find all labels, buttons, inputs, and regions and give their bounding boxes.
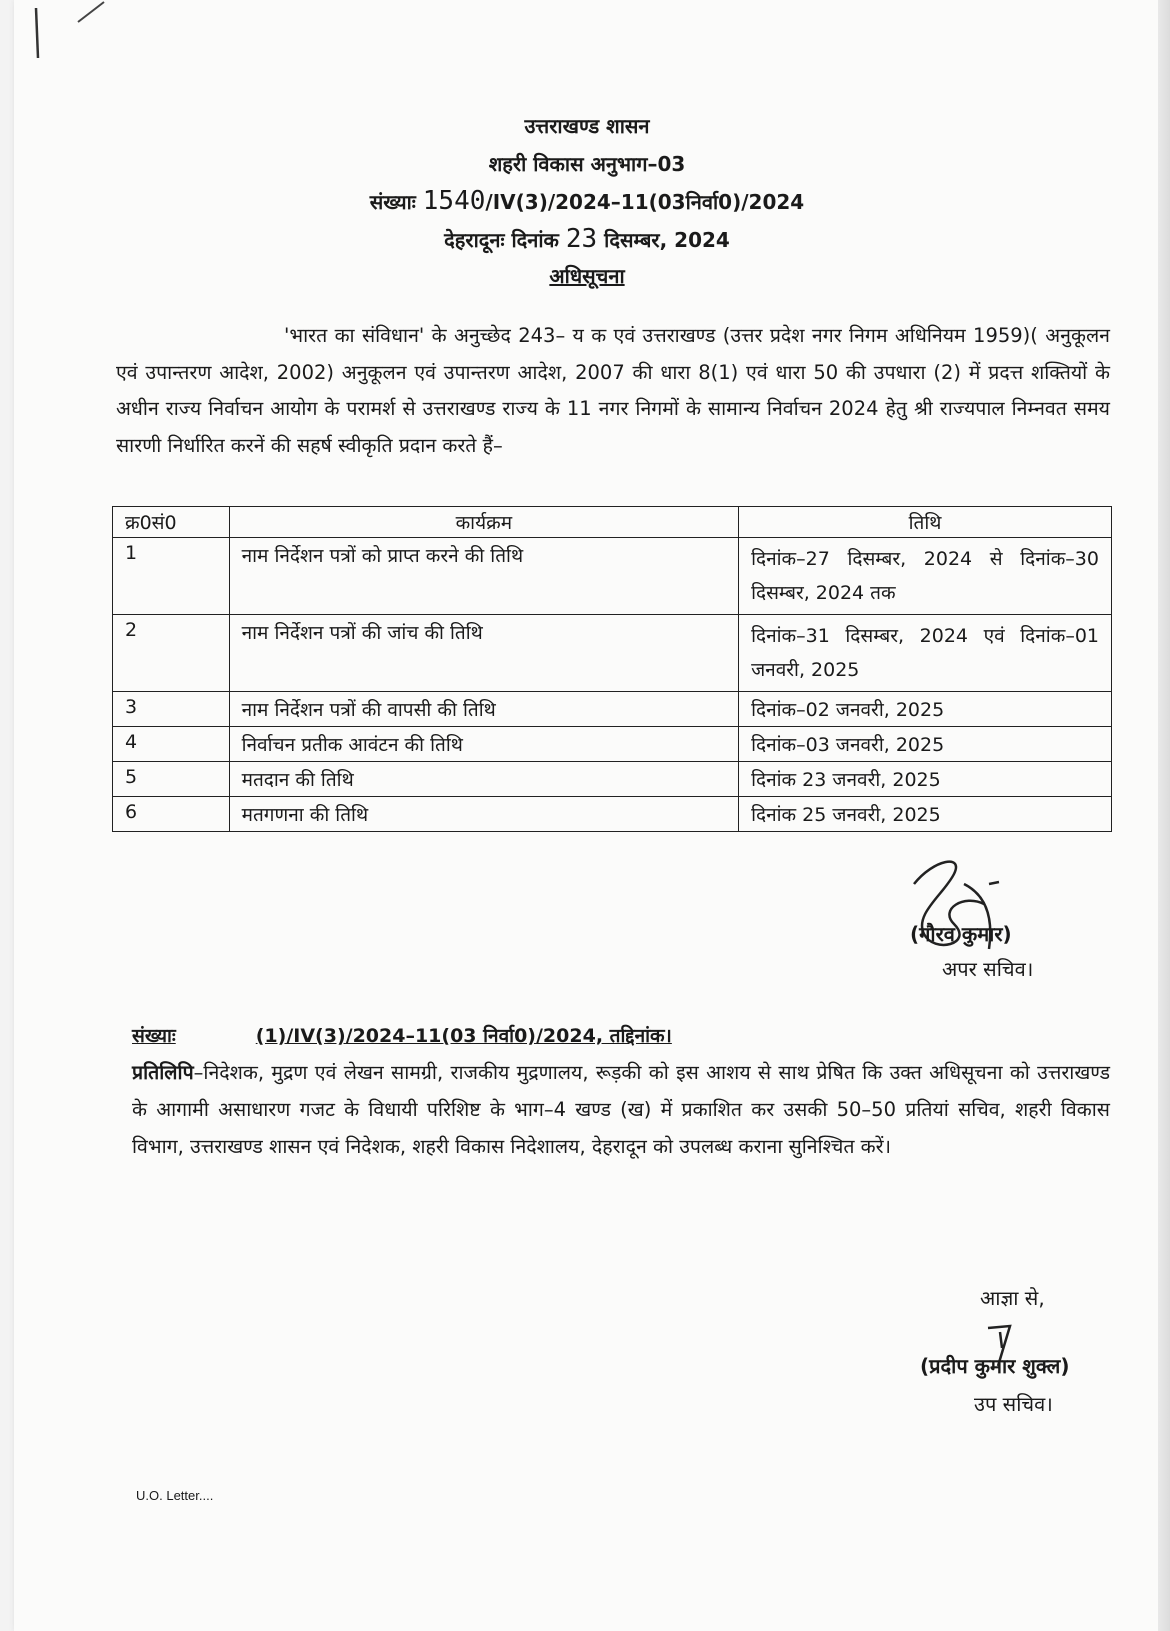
cell-program: मतगणना की तिथि — [229, 797, 738, 832]
notification-title: अधिसूचना — [549, 264, 625, 288]
date-prefix: देहरादूनः दिनांक — [444, 228, 559, 252]
govt-title: उत्तराखण्ड शासन — [524, 114, 650, 138]
signatory-2-designation: उप सचिव। — [974, 1392, 1053, 1416]
copy-text: –निदेशक, मुद्रण एवं लेखन सामग्री, राजकीय मुद्रणालय, रूड़की को इस आशय से साथ प्रेषित कि उक्त अधिसूचना को उत्तराखण्ड के आगामी असाधारण गजट के विधायी परिशिष्ट के भाग–4 खण्ड (ख) में प्रकाशित कर उसकी 50–50 प्रतियां सचिव, शहरी विकास विभाग, उत्तराखण्ड शासन एवं निदेशक, शहरी विकास निदेशालय, देहरादून को उपलब्ध कराना सुनिश्चित करें। — [132, 1061, 1110, 1158]
copy-paragraph — [132, 1054, 1110, 1165]
reference-number — [14, 186, 1160, 216]
signatory-1-name: (गौरव कुमार) — [910, 922, 1012, 946]
cell-date: दिनांक 25 जनवरी, 2025 — [739, 797, 1112, 832]
cell-sno: 5 — [113, 762, 230, 797]
number-prefix: संख्याः — [369, 190, 416, 214]
cell-date: दिनांक–03 जनवरी, 2025 — [739, 727, 1112, 762]
cell-date: दिनांक–02 जनवरी, 2025 — [739, 692, 1112, 727]
pen-mark — [34, 0, 114, 60]
notification-paragraph: 'भारत का संविधान' के अनुच्छेद 243– य क एवं उत्तराखण्ड (उत्तर प्रदेश नगर निगम अधिनियम 1959)( अनुकूलन एवं उपान्तरण आदेश, 2002) अनुकूलन एवं उपान्तरण आदेश, 2007 की धारा 8(1) एवं धारा 50 की उपधारा (2) में प्रदत्त शक्तियों के अधीन राज्य निर्वाचन आयोग के परामर्श से उत्तराखण्ड राज्य के 11 नगर निगमों के सामान्य निर्वाचन 2024 हेतु श्री राज्यपाल निम्नवत समय सारणी निर्धारित करनें की सहर्ष स्वीकृति प्रदान करते हैं– — [116, 324, 1110, 457]
cell-sno: 1 — [113, 538, 230, 615]
copy-number-prefix: संख्याः — [132, 1025, 176, 1047]
copy-number: (1)/IV(3)/2024–11(03 निर्वा0)/2024, तद्दिनांक। — [255, 1025, 672, 1047]
table-row — [113, 762, 1112, 797]
cell-program: निर्वाचन प्रतीक आवंटन की तिथि — [229, 727, 738, 762]
signatory-2-name: (प्रदीप कुमार शुक्ल) — [920, 1354, 1070, 1378]
handwritten-date: 23 — [565, 224, 598, 254]
table-row — [113, 538, 1112, 615]
cell-sno: 2 — [113, 615, 230, 692]
section-title: शहरी विकास अनुभाग–03 — [488, 152, 686, 176]
uo-letter-note: U.O. Letter.... — [136, 1488, 214, 1503]
table-row — [113, 692, 1112, 727]
cell-sno: 6 — [113, 797, 230, 832]
cell-program: नाम निर्देशन पत्रों की जांच की तिथि — [229, 615, 738, 692]
header-sno: क्र0सं0 — [113, 507, 230, 538]
signatory-1-designation: अपर सचिव। — [942, 957, 1034, 981]
handwritten-number: 1540 — [422, 186, 486, 216]
cell-sno: 3 — [113, 692, 230, 727]
table-row — [113, 615, 1112, 692]
table-row — [113, 727, 1112, 762]
cell-sno: 4 — [113, 727, 230, 762]
cell-program: नाम निर्देशन पत्रों को प्राप्त करने की तिथि — [229, 538, 738, 615]
header-date: तिथि — [739, 507, 1112, 538]
cell-program: मतदान की तिथि — [229, 762, 738, 797]
number-suffix: /IV(3)/2024–11(03निर्वा0)/2024 — [485, 190, 805, 214]
issue-date — [14, 224, 1160, 254]
date-suffix: दिसम्बर, 2024 — [604, 228, 730, 252]
election-schedule-table — [112, 506, 1112, 832]
table-header-row — [113, 507, 1112, 538]
cell-date: दिनांक 23 जनवरी, 2025 — [739, 762, 1112, 797]
cell-program: नाम निर्देशन पत्रों की वापसी की तिथि — [229, 692, 738, 727]
header-program: कार्यक्रम — [229, 507, 738, 538]
page-edge — [1158, 0, 1170, 1631]
by-order: आज्ञा से, — [980, 1286, 1045, 1310]
document-page — [14, 0, 1160, 1631]
copy-reference — [132, 1022, 672, 1048]
cell-date: दिनांक–31 दिसम्बर, 2024 एवं दिनांक–01 जनवरी, 2025 — [739, 615, 1112, 692]
cell-date: दिनांक–27 दिसम्बर, 2024 से दिनांक–30 दिसम्बर, 2024 तक — [739, 538, 1112, 615]
table-row — [113, 797, 1112, 832]
copy-label: प्रतिलिपि — [132, 1061, 194, 1084]
